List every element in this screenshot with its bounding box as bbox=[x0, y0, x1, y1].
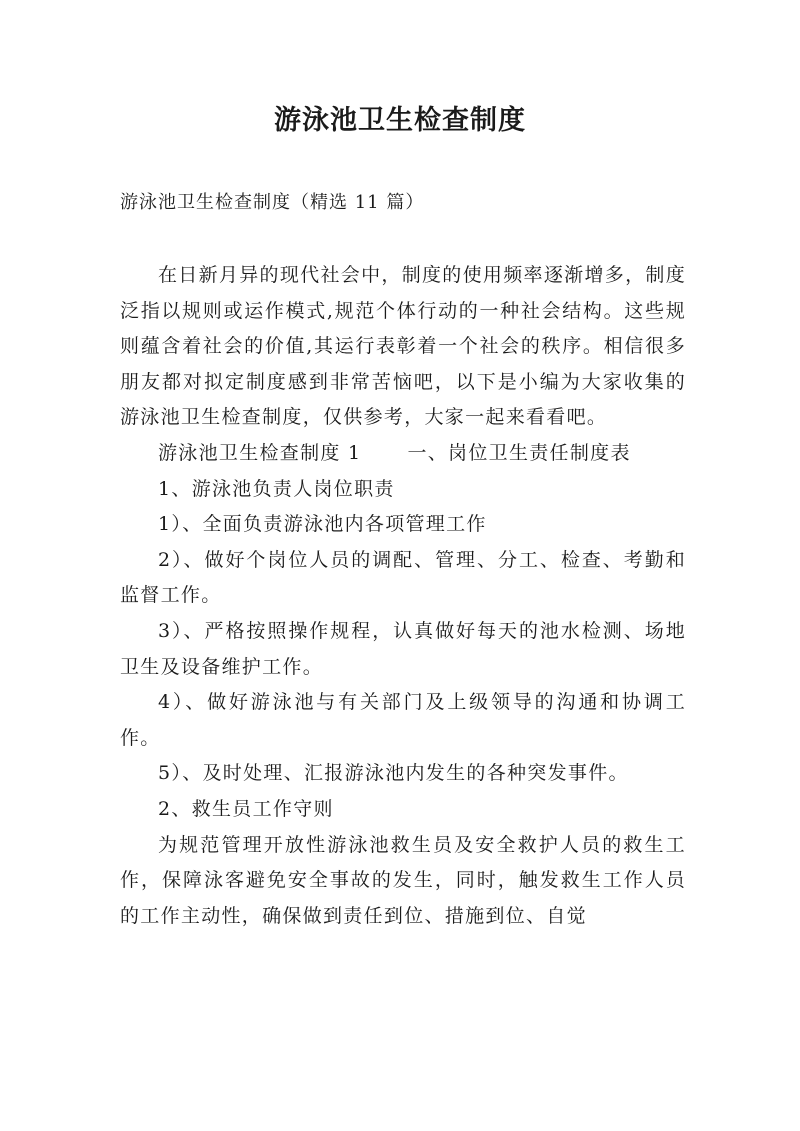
item-paragraph: 4）、做好游泳池与有关部门及上级领导的沟通和协调工作。 bbox=[120, 691, 686, 749]
section-heading-left: 游泳池卫生检查制度 1 bbox=[158, 441, 362, 464]
item-paragraph: 2）、做好个岗位人员的调配、管理、分工、检查、考勤和监督工作。 bbox=[120, 548, 686, 607]
item-paragraph: 3）、严格按照操作规程，认真做好每天的池水检测、场地卫生及设备维护工作。 bbox=[120, 619, 686, 678]
section-heading bbox=[120, 436, 686, 472]
document-title: 游泳池卫生检查制度 bbox=[274, 105, 526, 136]
item-paragraph: 为规范管理开放性游泳池救生员及安全救护人员的救生工作，保障泳客避免安全事故的发生，同时，触发救生工作人员的工作主动性，确保做到责任到位、措施到位、自觉 bbox=[120, 833, 686, 927]
item-paragraph: 5）、及时处理、汇报游泳池内发生的各种突发事件。 bbox=[158, 762, 629, 785]
item-title: 2、救生员工作守则 bbox=[158, 797, 334, 820]
section-heading-right: 一、岗位卫生责任制度表 bbox=[407, 441, 631, 464]
intro-paragraph: 在日新月异的现代社会中，制度的使用频率逐渐增多，制度泛指以规则或运作模式,规范个体行动的一种社会结构。这些规则蕴含着社会的价值,其运行表彰着一个社会的秩序。相信很多朋友都对拟定制度感到非常苦恼吧，以下是小编为大家收集的游泳池卫生检查制度，仅供参考，大家一起来看看吧。 bbox=[120, 264, 686, 429]
document-subtitle: 游泳池卫生检查制度（精选 11 篇） bbox=[120, 192, 425, 213]
item-paragraph: 1）、全面负责游泳池内各项管理工作 bbox=[158, 513, 487, 536]
document-body bbox=[120, 258, 686, 934]
item-title: 1、游泳池负责人岗位职责 bbox=[158, 477, 395, 500]
